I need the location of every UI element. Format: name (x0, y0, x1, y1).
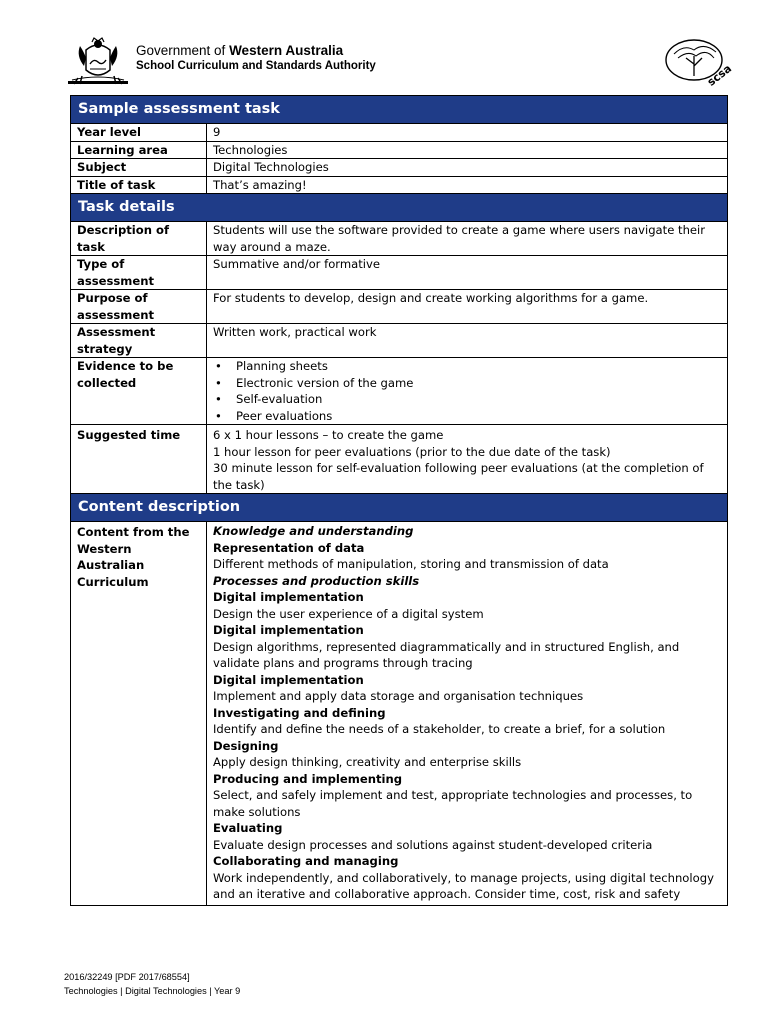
table-row (71, 290, 728, 324)
row-label: Suggested time (71, 425, 207, 494)
row-value: Technologies (207, 141, 728, 159)
content-heading: Digital implementation (213, 590, 364, 604)
document-header (64, 36, 735, 89)
list-item: • Peer evaluations (213, 408, 721, 425)
row-label: Purpose of assessment (71, 290, 207, 324)
content-heading: Designing (213, 738, 279, 753)
document-reference: 2016/32249 [PDF 2017/68554] (64, 972, 190, 982)
row-value: Digital Technologies (207, 159, 728, 177)
row-label: Subject (71, 159, 207, 177)
document-footer (64, 970, 240, 998)
wa-coat-of-arms-icon (64, 36, 132, 86)
row-value: 9 (207, 124, 728, 142)
content-text: Implement and apply data storage and organisation techniques (213, 689, 584, 703)
row-label: Content from the Western Australian Curriculum (71, 522, 207, 906)
row-label: Learning area (71, 141, 207, 159)
evidence-list (213, 358, 721, 424)
content-heading: Investigating and defining (213, 705, 386, 720)
row-label: Description of task (71, 222, 207, 256)
table-row (71, 124, 728, 142)
table-row (71, 522, 728, 906)
table-row (71, 358, 728, 425)
section-title: Task details (71, 194, 728, 222)
content-text: Work independently, and collaboratively, to manage projects, using digital technology and an iterative and collaborative approach. Consider time, cost, risk and safety (213, 870, 714, 901)
row-value (207, 425, 728, 494)
table-row (71, 425, 728, 494)
content-heading: Collaborating and managing (213, 854, 399, 868)
assessment-task-table (70, 95, 728, 906)
table-row (71, 324, 728, 358)
row-label: Title of task (71, 176, 207, 194)
row-label: Evidence to be collected (71, 358, 207, 425)
section-title: Content description (71, 494, 728, 522)
section-header-task-details (71, 194, 728, 222)
content-text: Select, and safely implement and test, appropriate technologies and processes, to make solutions (213, 788, 693, 819)
row-label: Assessment strategy (71, 324, 207, 358)
content-heading: Digital implementation (213, 672, 364, 687)
row-value: Summative and/or formative (207, 256, 728, 290)
row-value: For students to develop, design and create working algorithms for a game. (207, 290, 728, 324)
table-row (71, 159, 728, 177)
content-text: Evaluate design processes and solutions against student-developed criteria (213, 837, 653, 852)
content-text: Design the user experience of a digital system (213, 606, 484, 621)
section-title: Sample assessment task (71, 96, 728, 124)
content-heading: Producing and implementing (213, 771, 403, 786)
content-subheading: Knowledge and understanding (213, 524, 414, 538)
row-value: That’s amazing! (207, 176, 728, 194)
document-subject-path: Technologies | Digital Technologies | Year 9 (64, 986, 241, 996)
content-heading: Evaluating (213, 821, 283, 835)
row-label: Year level (71, 124, 207, 142)
table-row (71, 176, 728, 194)
content-text: Design algorithms, represented diagrammatically and in structured English, and validate plans and programs through tracing (213, 639, 680, 670)
row-label: Type of assessment (71, 256, 207, 290)
row-value (207, 358, 728, 425)
table-row (71, 256, 728, 290)
list-item: • Electronic version of the game (213, 375, 721, 392)
content-text: Apply design thinking, creativity and enterprise skills (213, 755, 522, 769)
content-heading: Representation of data (213, 540, 365, 555)
row-value (207, 522, 728, 906)
time-line: 1 hour lesson for peer evaluations (prior to the due date of the task) (213, 444, 611, 459)
list-item: • Planning sheets (213, 358, 721, 375)
government-title: Government of Western Australia (136, 43, 344, 58)
row-value: Written work, practical work (207, 324, 728, 358)
content-subheading: Processes and production skills (213, 573, 420, 588)
table-row (71, 222, 728, 256)
time-line: 30 minute lesson for self-evaluation following peer evaluations (at the completion of the task) (213, 461, 704, 492)
table-row (71, 141, 728, 159)
scsa-logo-icon (664, 36, 735, 89)
time-line: 6 x 1 hour lessons – to create the game (213, 428, 444, 442)
section-header-content (71, 494, 728, 522)
section-header-sample (71, 96, 728, 124)
content-text: Different methods of manipulation, storing and transmission of data (213, 557, 609, 571)
authority-title: School Curriculum and Standards Authority (136, 60, 376, 72)
row-value: Students will use the software provided to create a game where users navigate their way around a maze. (207, 222, 728, 256)
list-item: • Self-evaluation (213, 391, 721, 408)
content-text: Identify and define the needs of a stakeholder, to create a brief, for a solution (213, 722, 666, 736)
scsa-logo-text: scsa (704, 61, 735, 89)
content-heading: Digital implementation (213, 623, 364, 637)
